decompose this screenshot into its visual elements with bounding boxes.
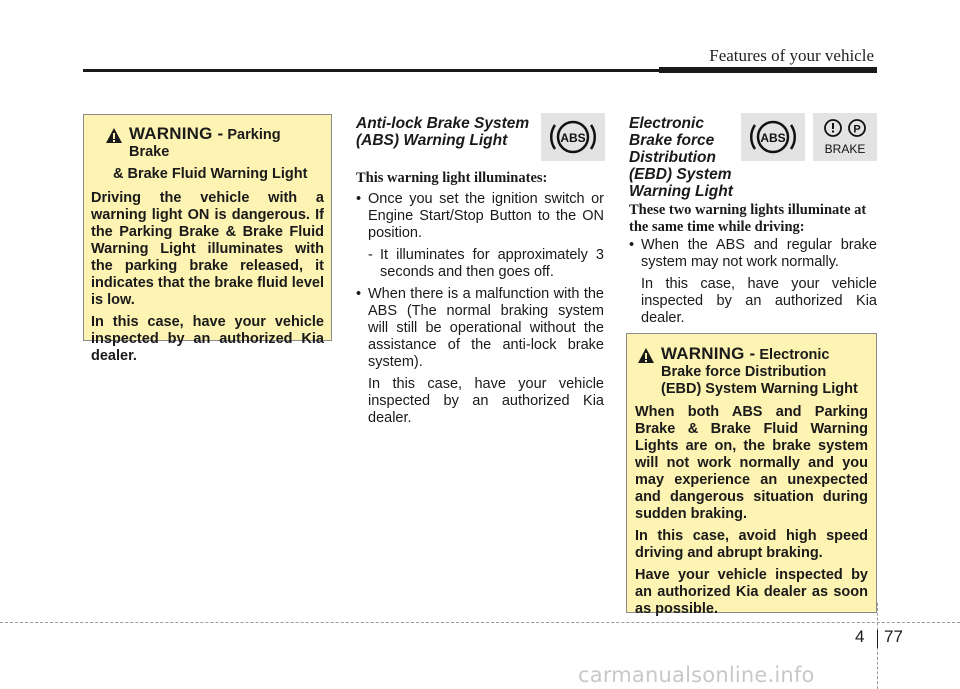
abs-warning-icon	[741, 113, 805, 161]
abs-lead-text: This warning light illuminates:	[356, 170, 548, 186]
brake-warning-icon	[813, 113, 877, 161]
section-title-abs: Anti-lock Brake System (ABS) Warning Light	[356, 115, 530, 149]
page-number-divider	[877, 630, 878, 648]
list-item: • Once you set the ignition switch or Engine Start/Stop Button to the ON position.	[356, 191, 604, 242]
warning-subtitle: Electronic	[759, 347, 830, 363]
warning-triangle-icon	[105, 127, 123, 144]
list-item-note: In this case, have your vehicle inspected by an authorized Kia dealer.	[641, 276, 877, 326]
section-title-ebd: Electronic Brake force Distribution (EBD) System Warning Light	[629, 115, 733, 200]
svg-text:P: P	[853, 123, 861, 136]
svg-text:ABS: ABS	[760, 131, 786, 145]
list-item: • When the ABS and regular brake system may not work normally.	[629, 237, 877, 271]
warning-box-parking-brake	[83, 114, 332, 364]
abs-warning-icon	[541, 113, 605, 161]
list-item-note: In this case, have your vehicle inspected by an authorized Kia dealer.	[368, 376, 604, 426]
warning-label: WARNING -	[661, 344, 756, 363]
warning-subtitle: Parking Brake	[129, 127, 281, 160]
list-item: • When there is a malfunction with the ABS (The normal braking system will still be operational without the assistance of the anti-lock brake system).	[356, 286, 604, 371]
warning-subtitle-cont: (EBD) System Warning Light	[661, 381, 858, 397]
svg-text:ABS: ABS	[560, 131, 586, 145]
warning-paragraph: Have your vehicle inspected by an authorized Kia dealer as soon as possible.	[635, 567, 868, 617]
chapter-number: 4	[855, 627, 865, 646]
warning-paragraph: Driving the vehicle with a warning light ON is dangerous. If the Parking Brake & Brake Fluid Warning Light illuminates with the parking brake released, it indicates that the brake fluid level is low.	[91, 190, 324, 308]
ebd-lead-text: These two warning lights illuminate at the same time while driving:	[629, 202, 867, 235]
header-rule-accent	[659, 67, 877, 73]
warning-triangle-icon	[637, 347, 655, 364]
header-title: Features of your vehicle	[709, 46, 874, 65]
warning-subtitle-cont: & Brake Fluid Warning Light	[113, 166, 308, 182]
warning-box-ebd	[626, 333, 877, 617]
list-item: - It illuminates for approximately 3 seconds and then goes off.	[368, 247, 604, 280]
watermark: carmanualsonline.info	[578, 663, 815, 687]
page-number: 77	[884, 627, 903, 646]
warning-paragraph: In this case, have your vehicle inspected by an authorized Kia dealer.	[91, 314, 324, 364]
warning-header	[91, 125, 324, 161]
abs-body	[356, 191, 604, 432]
footer-dashed-rule	[0, 622, 960, 623]
warning-paragraph: In this case, avoid high speed driving and abrupt braking.	[635, 528, 868, 561]
warning-subtitle-cont: Brake force Distribution	[661, 364, 827, 380]
warning-paragraph: When both ABS and Parking Brake & Brake Fluid Warning Lights are on, the brake system will not work normally and you may experience an unexpected and dangerous situation during sudden braking.	[635, 404, 868, 522]
ebd-body	[629, 237, 877, 332]
warning-label: WARNING -	[129, 124, 224, 143]
warning-header	[635, 345, 868, 364]
svg-text:BRAKE: BRAKE	[824, 142, 866, 156]
